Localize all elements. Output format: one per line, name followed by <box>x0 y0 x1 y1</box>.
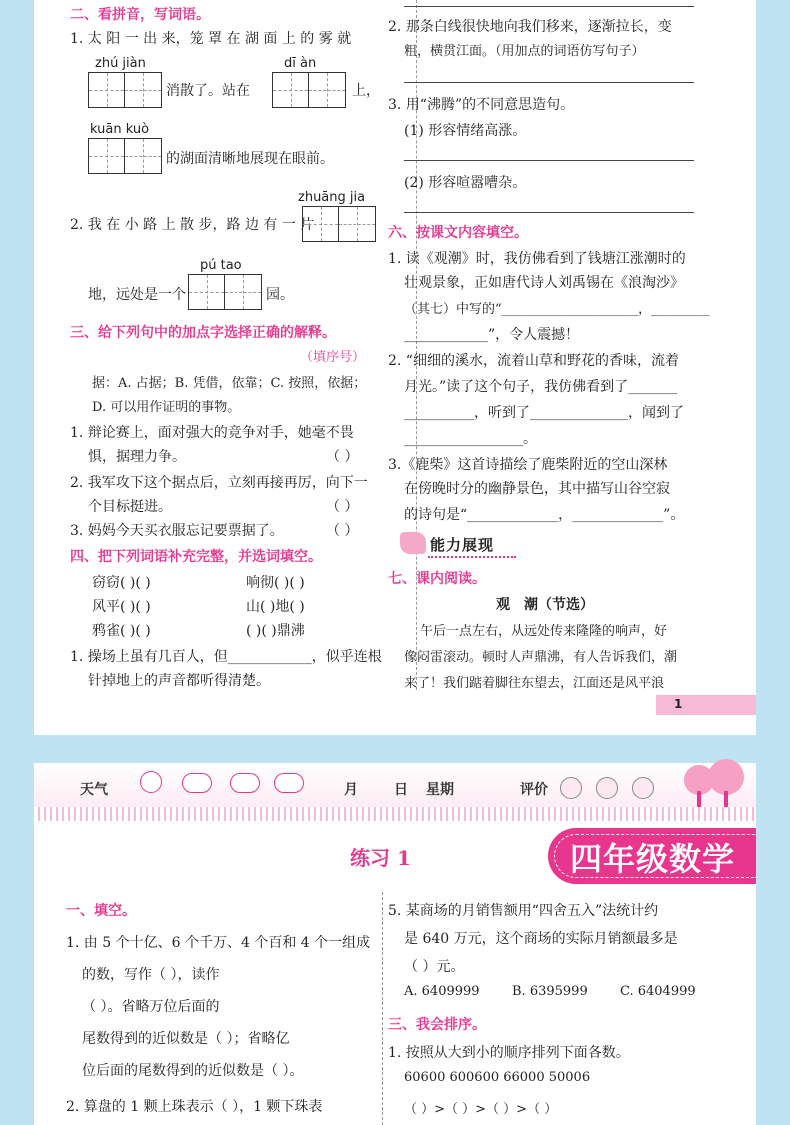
p1-line4: ____________”，令人震撼！ <box>404 327 580 343</box>
p2-line1: 2. “细细的溪水，流着山草和野花的香味，流着 <box>388 353 679 369</box>
neutral-face-icon[interactable] <box>596 777 618 799</box>
p2-line4: _________________。 <box>404 431 537 447</box>
pinyin-zhuangjia: zhuāng jia <box>298 190 366 205</box>
section-1-title: 一、填空。 <box>66 903 136 919</box>
rating-label: 评价 <box>520 782 548 798</box>
grade-subject-badge: 四年级数学 <box>548 828 756 884</box>
sad-face-icon[interactable] <box>632 777 654 799</box>
section-7-title: 七、课内阅读。 <box>388 571 486 587</box>
s3-answer-paren[interactable]: （ ） <box>326 523 359 539</box>
ordering-numbers: 60600 600600 66000 50006 <box>404 1070 591 1085</box>
word-4[interactable]: 山( )地( ) <box>246 599 305 615</box>
pinyin-kuankuo: kuān kuò <box>90 122 150 137</box>
answer-grid-putao[interactable] <box>188 274 262 310</box>
reading-title: 观 潮（节选） <box>496 597 594 613</box>
sun-icon[interactable] <box>140 771 162 793</box>
page-number-tab <box>656 695 756 715</box>
section-3-note: （填序号） <box>300 350 366 365</box>
pinyin-dian: dī àn <box>284 56 317 71</box>
answer-grid-zhuangjia[interactable] <box>302 206 376 242</box>
answer-grid-dian[interactable] <box>272 72 346 108</box>
word-5[interactable]: 鸦雀( )( ) <box>92 623 151 639</box>
q1-line3: 的湖面清晰地展现在眼前。 <box>166 151 334 167</box>
p3-line2: 在傍晚时分的幽静景色，其中描写山谷空寂 <box>404 481 670 497</box>
section-3-title: 三、给下列句中的加点字选择正确的解释。 <box>70 325 336 341</box>
p1-line2: 壮观景象，正如唐代诗人刘禹锡在《浪淘沙》 <box>404 275 684 291</box>
q2-line2a: 地，远处是一个 <box>88 287 186 303</box>
answer-line[interactable] <box>404 160 694 161</box>
s1-line1: 1. 辩论赛上，面对强大的竞争对手，她毫不畏 <box>70 425 354 441</box>
s2-line2: 个目标挺进。 <box>88 499 172 515</box>
p3-line3: 的诗句是“_____________，_____________”。 <box>404 507 685 523</box>
ju-definitions-2: D. 可以用作证明的事物。 <box>92 400 241 415</box>
section-3-ordering-title: 三、我会排序。 <box>388 1017 486 1033</box>
s2-answer-paren[interactable]: （ ） <box>326 499 359 515</box>
month-label: 月 <box>344 782 358 798</box>
rain-cloud-icon[interactable] <box>230 773 260 793</box>
q1-mid1: 消散了。站在 <box>166 83 250 99</box>
s1-answer-paren[interactable]: （ ） <box>326 449 359 465</box>
q5-line1: 5. 某商场的月销售额用“四舍五入”法统计约 <box>388 903 659 919</box>
exercise-title: 练习 1 <box>350 846 411 870</box>
word-1[interactable]: 窃窃( )( ) <box>92 575 151 591</box>
page-number: 1 <box>674 697 683 711</box>
answer-grid-kuankuo[interactable] <box>88 138 162 174</box>
fill-q1-line3[interactable]: （ ）。省略万位后面的 <box>82 999 220 1015</box>
section-4-title: 四、把下列词语补充完整，并选词填空。 <box>70 549 322 565</box>
p2-line3: __________，听到了______________，闻到了 <box>404 405 684 421</box>
q5-line3[interactable]: （ ）元。 <box>404 959 465 975</box>
snow-cloud-icon[interactable] <box>274 773 304 793</box>
q5-line2: 是 640 万元，这个商场的实际月销额最多是 <box>404 931 678 947</box>
p3-line1: 3.《鹿柴》这首诗描绘了鹿柴附近的空山深林 <box>388 457 668 473</box>
r3-item2: (2) 形容喧嚣嘈杂。 <box>404 175 527 191</box>
q5-option-c[interactable]: C. 6404999 <box>620 984 696 999</box>
s2-line1: 2. 我军攻下这个据点后，立刻再接再厉，向下一 <box>70 475 368 491</box>
answer-line[interactable] <box>404 82 694 83</box>
q4-line2: 针掉地上的声音都听得清楚。 <box>88 673 270 689</box>
ability-icon <box>400 532 426 554</box>
answer-line[interactable] <box>404 6 694 7</box>
q2-line2b: 园。 <box>266 287 294 303</box>
ordering-instruction: 1. 按照从大到小的顺序排列下面各数。 <box>388 1045 630 1061</box>
tree-icon <box>708 759 744 795</box>
r2-line2: 粗，横贯江面。（用加点的词语仿写句子） <box>404 44 645 59</box>
answer-line[interactable] <box>404 212 694 213</box>
weather-label: 天气 <box>80 782 108 798</box>
reading-line1: 午后一点左右，从远处传来隆隆的响声，好 <box>420 624 668 639</box>
fill-q1-line4[interactable]: 尾数得到的近似数是（ ）；省略亿 <box>82 1031 290 1047</box>
word-3[interactable]: 风平( )( ) <box>92 599 151 615</box>
ability-banner <box>400 530 520 558</box>
section-2-title: 二、看拼音，写词语。 <box>70 7 210 23</box>
fill-q1-line5[interactable]: 位后面的尾数得到的近似数是（ ）。 <box>82 1063 304 1079</box>
fill-q1-line2[interactable]: 的数，写作（ ），读作 <box>82 967 220 983</box>
reading-line3: 来了！我们踮着脚往东望去，江面还是风平浪 <box>404 676 665 691</box>
answer-grid-zhujian[interactable] <box>88 72 162 108</box>
grass-decoration <box>34 807 756 821</box>
s1-line2: 惧，据理力争。 <box>88 449 186 465</box>
p1-line3: （其七）中写的“_____________________，_________ <box>404 302 710 317</box>
word-2[interactable]: 响彻( )( ) <box>246 575 305 591</box>
q5-option-a[interactable]: A. 6409999 <box>404 984 480 999</box>
r2-line1: 2. 那条白线很快地向我们移来，逐渐拉长，变 <box>388 19 672 35</box>
day-label: 日 <box>394 782 408 798</box>
q2-line1: 2. 我 在 小 路 上 散 步，路 边 有 一 片 <box>70 217 315 233</box>
smile-face-icon[interactable] <box>560 777 582 799</box>
cloud-icon[interactable] <box>182 773 212 793</box>
p2-line2: 月光。”读了这个句子，我仿佛看到了_______ <box>404 379 678 395</box>
section-6-title: 六、按课文内容填空。 <box>388 225 528 241</box>
pinyin-putao: pú tao <box>200 258 242 273</box>
q1-line1: 1. 太 阳 一 出 来，笼 罩 在 湖 面 上 的 雾 就 <box>70 31 352 47</box>
ju-definitions-1: 据：A. 占据；B. 凭借，依靠；C. 按照，依据； <box>92 376 367 391</box>
r3-line: 3. 用“沸腾”的不同意思造句。 <box>388 97 575 113</box>
q1-mid2: 上， <box>352 83 380 99</box>
reading-line2: 像闷雷滚动。顿时人声鼎沸，有人告诉我们，潮 <box>404 650 678 665</box>
q5-option-b[interactable]: B. 6395999 <box>512 984 588 999</box>
word-6[interactable]: ( )( )鼎沸 <box>246 623 305 639</box>
page-2-header <box>34 763 756 821</box>
fill-q1-line1: 1. 由 5 个十亿、6 个千万、4 个百和 4 个一组成 <box>66 935 371 951</box>
fill-q2-line1[interactable]: 2. 算盘的 1 颗上珠表示（ ），1 颗下珠表 <box>66 1099 323 1115</box>
ordering-answer-slots[interactable]: （ ）>（ ）>（ ）>（ ） <box>404 1102 558 1117</box>
column-divider <box>382 892 383 1125</box>
s3-line: 3. 妈妈今天买衣服忘记要票据了。 <box>70 523 284 539</box>
pinyin-zhujian: zhú jiàn <box>95 56 146 71</box>
q4-line1: 1. 操场上虽有几百人，但____________，似乎连根 <box>70 649 382 665</box>
weekday-label: 星期 <box>426 782 454 798</box>
r3-item1: (1) 形容情绪高涨。 <box>404 123 527 139</box>
ability-label: 能力展现 <box>430 536 495 554</box>
p1-line1: 1. 读《观潮》时，我仿佛看到了钱塘江涨潮时的 <box>388 251 686 267</box>
